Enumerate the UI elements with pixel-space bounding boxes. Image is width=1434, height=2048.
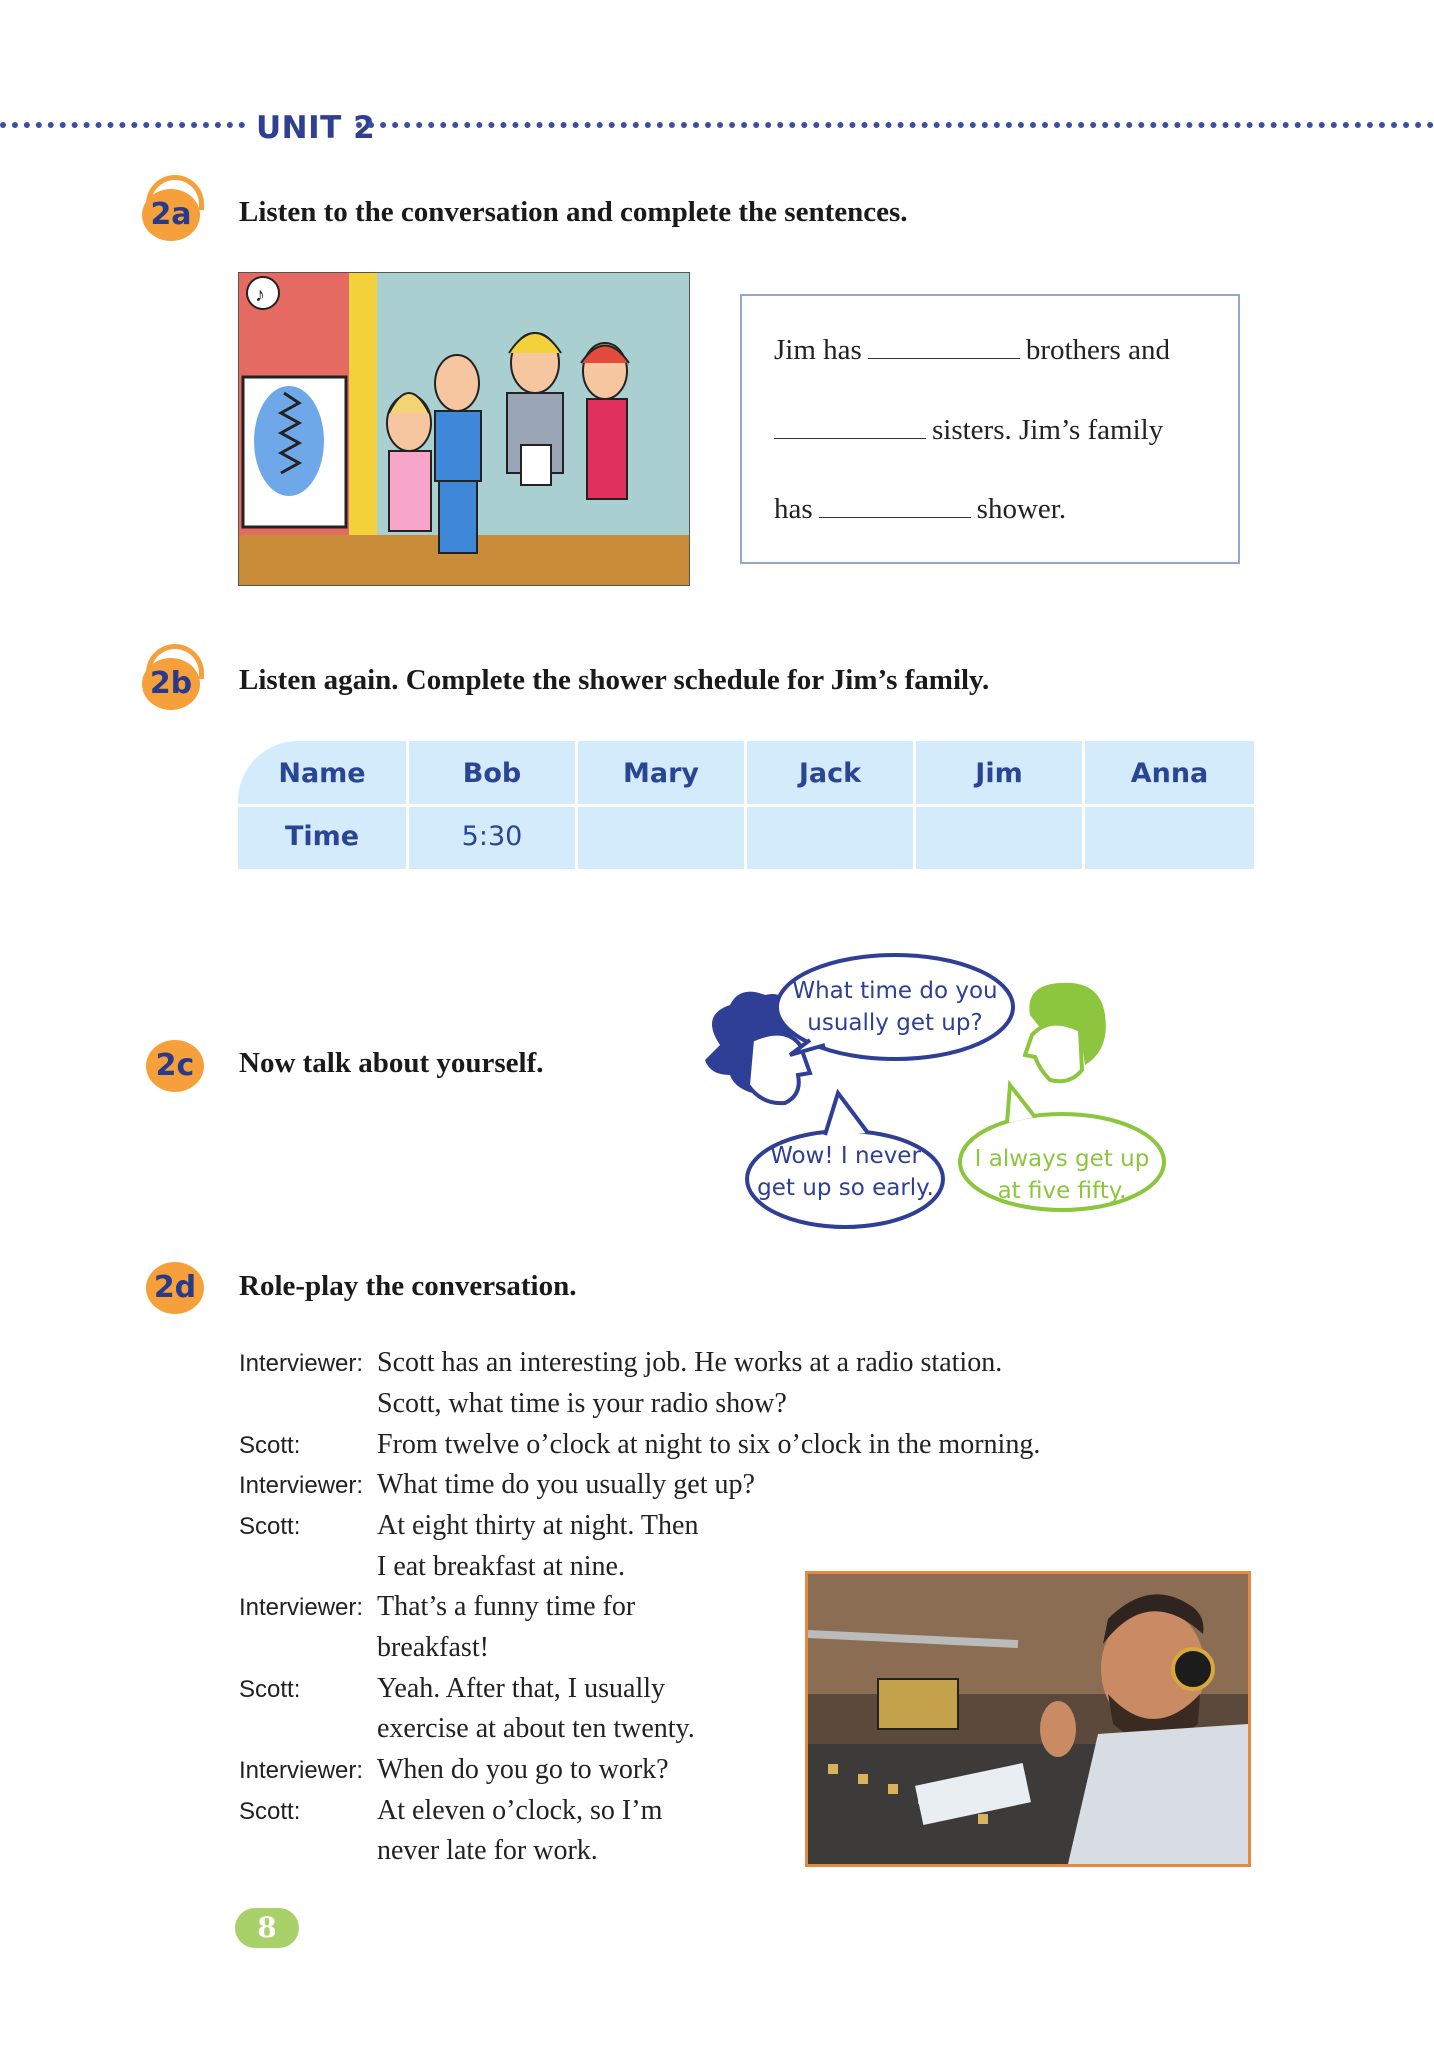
dialog-text: exercise at about ten twenty. bbox=[377, 1713, 695, 1744]
answer-blank[interactable] bbox=[774, 414, 926, 439]
bubble-line: Wow! I never bbox=[770, 1143, 921, 1169]
speaker-label: Interviewer: bbox=[239, 1350, 364, 1377]
heading-2c: Now talk about yourself. bbox=[239, 1047, 544, 1079]
unit-title: UNIT 2 bbox=[256, 110, 376, 146]
bubble-line: What time do you bbox=[792, 978, 998, 1004]
table-cell-blank[interactable] bbox=[747, 806, 913, 868]
table-header-cell: Name bbox=[278, 758, 366, 789]
table-header-cell: Bob bbox=[462, 758, 522, 789]
table-header-cell: Mary bbox=[622, 758, 699, 789]
headphones-icon bbox=[146, 175, 204, 210]
speaker-label: Interviewer: bbox=[239, 1594, 364, 1621]
bubble-line: at five fifty. bbox=[997, 1178, 1127, 1204]
table-header-cell: Jack bbox=[798, 758, 862, 789]
heading-2b: Listen again. Complete the shower schedule for Jim’s family. bbox=[239, 664, 990, 696]
headphones-icon bbox=[146, 644, 204, 679]
sentence-line-1 bbox=[774, 334, 1170, 367]
family-cartoon-image bbox=[238, 272, 690, 586]
bubble-line: I always get up bbox=[974, 1146, 1150, 1172]
dialog-text: When do you go to work? bbox=[377, 1754, 669, 1785]
speaker-label: Scott: bbox=[239, 1432, 301, 1459]
answer-blank[interactable] bbox=[868, 334, 1020, 359]
table-cell-blank[interactable] bbox=[1085, 806, 1254, 868]
badge-2c: 2c bbox=[146, 1040, 204, 1092]
dialog-text: From twelve o’clock at night to six o’clock in the morning. bbox=[377, 1429, 1041, 1460]
sentence-text: brothers and bbox=[1025, 334, 1170, 366]
answer-bubble-text bbox=[962, 1143, 1162, 1207]
bubble-line: get up so early. bbox=[757, 1175, 934, 1201]
header-dots-right bbox=[356, 118, 1434, 132]
sentence-text: shower. bbox=[976, 493, 1067, 525]
svg-text:♪: ♪ bbox=[255, 284, 265, 306]
question-bubble-text bbox=[790, 975, 1000, 1039]
dialog-text: That’s a funny time for bbox=[377, 1591, 636, 1622]
bubble-line: usually get up? bbox=[807, 1010, 983, 1036]
dialog-text: At eight thirty at night. Then bbox=[377, 1510, 699, 1541]
sentence-line-2 bbox=[774, 414, 1163, 447]
reply-bubble-text bbox=[748, 1140, 943, 1204]
table-cell: 5:30 bbox=[461, 821, 523, 852]
sentence-text: Jim has bbox=[774, 334, 862, 366]
speaker-label: Scott: bbox=[239, 1798, 301, 1825]
header-dots-left bbox=[0, 118, 245, 132]
table-cell-blank[interactable] bbox=[916, 806, 1082, 868]
table-cell-blank[interactable] bbox=[578, 806, 744, 868]
speaker-label: Scott: bbox=[239, 1513, 301, 1540]
table-row-label: Time bbox=[284, 821, 360, 852]
dialog-text: At eleven o’clock, so I’m bbox=[377, 1795, 663, 1826]
speaker-label: Interviewer: bbox=[239, 1472, 364, 1499]
answer-blank[interactable] bbox=[819, 493, 971, 518]
speaker-label: Interviewer: bbox=[239, 1757, 364, 1784]
sentence-text: has bbox=[774, 493, 813, 525]
table-header-cell: Anna bbox=[1130, 758, 1209, 789]
badge-2d: 2d bbox=[146, 1262, 204, 1314]
badge-2b: 2b bbox=[142, 658, 200, 710]
heading-2d: Role-play the conversation. bbox=[239, 1270, 577, 1302]
badge-2a: 2a bbox=[142, 189, 200, 241]
table-header-cell: Jim bbox=[975, 758, 1023, 789]
conversation-illustration bbox=[690, 945, 1170, 1230]
dialog-text: Scott, what time is your radio show? bbox=[377, 1388, 787, 1419]
shower-schedule-table bbox=[238, 741, 1254, 869]
radio-dj-photo bbox=[805, 1571, 1251, 1867]
dialog-text: I eat breakfast at nine. bbox=[377, 1551, 625, 1582]
dialog-text: breakfast! bbox=[377, 1632, 489, 1663]
sentence-text: sisters. Jim’s family bbox=[932, 414, 1164, 446]
speaker-label: Scott: bbox=[239, 1676, 301, 1703]
dialog-text: What time do you usually get up? bbox=[377, 1469, 755, 1500]
heading-2a: Listen to the conversation and complete the sentences. bbox=[239, 196, 908, 228]
page-number: 8 bbox=[235, 1908, 299, 1948]
dialog-text: Scott has an interesting job. He works at a radio station. bbox=[377, 1347, 1003, 1378]
fill-in-box bbox=[740, 294, 1240, 564]
dialog-text: never late for work. bbox=[377, 1835, 598, 1866]
sentence-line-3 bbox=[774, 493, 1066, 526]
girl-face-icon bbox=[1025, 983, 1106, 1081]
dialog-text: Yeah. After that, I usually bbox=[377, 1673, 665, 1704]
